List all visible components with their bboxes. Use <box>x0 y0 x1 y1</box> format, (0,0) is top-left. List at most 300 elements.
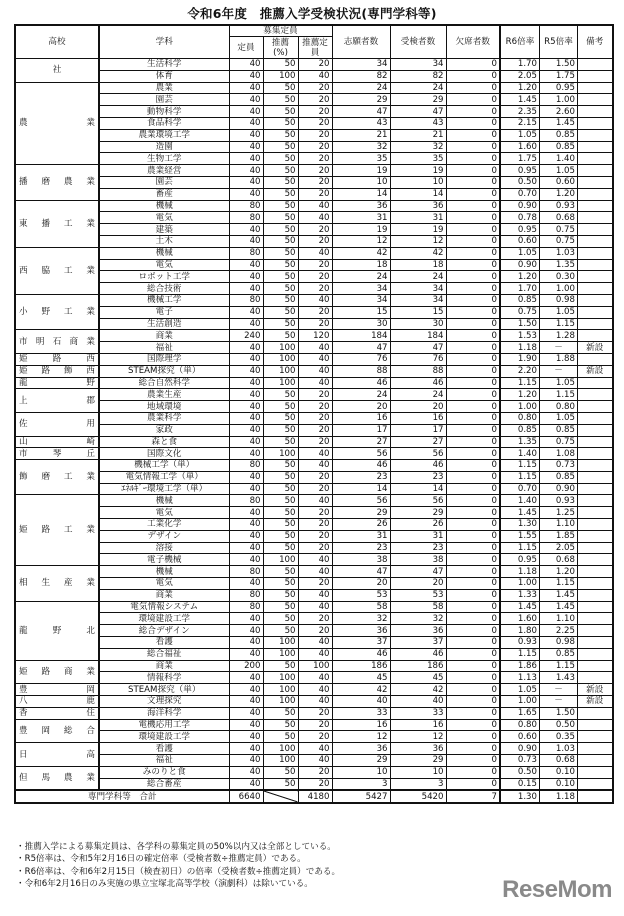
cell-dept: 生活科学 <box>99 59 229 71</box>
cell-applicants: 46 <box>332 377 390 389</box>
cell-capacity: 40 <box>229 613 263 625</box>
cell-examinees: 29 <box>390 755 446 767</box>
cell-absent: 0 <box>446 153 500 165</box>
cell-r6-ratio: 2.15 <box>500 117 540 129</box>
cell-absent: 0 <box>446 106 500 118</box>
cell-recommend-pct: 50 <box>263 200 298 212</box>
cell-recommend-quota: 40 <box>298 601 332 613</box>
table-row <box>15 755 613 767</box>
cell-absent: 0 <box>446 507 500 519</box>
cell-r6-ratio: 0.73 <box>500 755 540 767</box>
cell-absent: 0 <box>446 460 500 472</box>
cell-applicants: 19 <box>332 224 390 236</box>
cell-note <box>578 483 613 495</box>
cell-recommend-pct: 50 <box>263 530 298 542</box>
school-name: 社 <box>15 59 99 83</box>
cell-absent: 0 <box>446 82 500 94</box>
table-row <box>15 377 613 389</box>
cell-r6-ratio: 2.05 <box>500 70 540 82</box>
cell-examinees: 20 <box>390 401 446 413</box>
cell-recommend-quota: 20 <box>298 613 332 625</box>
cell-recommend-quota: 20 <box>298 578 332 590</box>
cell-recommend-pct: 100 <box>263 672 298 684</box>
cell-capacity: 40 <box>229 271 263 283</box>
cell-note <box>578 389 613 401</box>
header-r5-ratio: R5倍率 <box>540 25 578 59</box>
cell-absent: 0 <box>446 424 500 436</box>
cell-dept: 電気情報工学（単） <box>99 471 229 483</box>
cell-r6-ratio: 0.85 <box>500 424 540 436</box>
cell-applicants: 36 <box>332 743 390 755</box>
cell-recommend-pct: 50 <box>263 318 298 330</box>
cell-recommend-quota: 20 <box>298 59 332 71</box>
table-row <box>15 471 613 483</box>
cell-dept: 商業 <box>99 660 229 672</box>
cell-capacity: 40 <box>229 778 263 790</box>
cell-note <box>578 566 613 578</box>
cell-recommend-pct: 100 <box>263 696 298 708</box>
cell-applicants: 21 <box>332 129 390 141</box>
cell-recommend-quota: 20 <box>298 389 332 401</box>
cell-absent: 0 <box>446 342 500 354</box>
cell-note <box>578 625 613 637</box>
table-row <box>15 424 613 436</box>
table-row <box>15 519 613 531</box>
cell-r5-ratio: 0.90 <box>540 483 578 495</box>
cell-r5-ratio: 0.60 <box>540 176 578 188</box>
cell-capacity: 40 <box>229 637 263 649</box>
cell-absent: 0 <box>446 330 500 342</box>
cell-r5-ratio: 0.93 <box>540 495 578 507</box>
cell-applicants: 19 <box>332 165 390 177</box>
cell-dept: 総合自然科学 <box>99 377 229 389</box>
cell-recommend-pct: 100 <box>263 448 298 460</box>
cell-capacity: 40 <box>229 70 263 82</box>
cell-capacity: 40 <box>229 719 263 731</box>
cell-r5-ratio: 0.85 <box>540 471 578 483</box>
cell-recommend-pct: 50 <box>263 188 298 200</box>
cell-r6-ratio: 1.45 <box>500 94 540 106</box>
cell-applicants: 31 <box>332 212 390 224</box>
table-row <box>15 283 613 295</box>
cell-capacity: 80 <box>229 589 263 601</box>
cell-capacity: 40 <box>229 448 263 460</box>
cell-applicants: 43 <box>332 117 390 129</box>
cell-capacity: 40 <box>229 94 263 106</box>
cell-dept: 看護 <box>99 743 229 755</box>
cell-r6-ratio: 0.50 <box>500 766 540 778</box>
cell-r6-ratio: 1.60 <box>500 613 540 625</box>
cell-r5-ratio: 1.88 <box>540 353 578 365</box>
table-row <box>15 660 613 672</box>
cell-recommend-pct: 50 <box>263 224 298 236</box>
cell-r5-ratio: 0.10 <box>540 778 578 790</box>
cell-recommend-quota: 20 <box>298 424 332 436</box>
cell-note <box>578 235 613 247</box>
table-row <box>15 637 613 649</box>
cell-recommend-quota: 20 <box>298 530 332 542</box>
cell-note <box>578 212 613 224</box>
header-note: 備考 <box>578 25 613 59</box>
header-quota-group: 募集定員 <box>229 25 332 37</box>
table-row <box>15 365 613 377</box>
cell-recommend-pct: 50 <box>263 82 298 94</box>
cell-dept: 総合デザイン <box>99 625 229 637</box>
cell-note <box>578 70 613 82</box>
table-row <box>15 589 613 601</box>
cell-examinees: 34 <box>390 294 446 306</box>
cell-absent: 0 <box>446 188 500 200</box>
cell-absent: 0 <box>446 554 500 566</box>
cell-applicants: 56 <box>332 448 390 460</box>
cell-recommend-quota: 20 <box>298 82 332 94</box>
cell-note <box>578 306 613 318</box>
cell-absent: 0 <box>446 377 500 389</box>
cell-r5-ratio: － <box>540 696 578 708</box>
cell-r5-ratio: 0.85 <box>540 424 578 436</box>
cell-dept: 農業 <box>99 82 229 94</box>
cell-r5-ratio: 0.35 <box>540 731 578 743</box>
cell-recommend-quota: 100 <box>298 660 332 672</box>
cell-r5-ratio: 1.03 <box>540 743 578 755</box>
cell-recommend-quota: 20 <box>298 401 332 413</box>
cell-recommend-pct: 50 <box>263 271 298 283</box>
cell-r6-ratio: 2.35 <box>500 106 540 118</box>
table-row <box>15 70 613 82</box>
cell-applicants: 33 <box>332 707 390 719</box>
cell-absent: 0 <box>446 235 500 247</box>
cell-capacity: 40 <box>229 578 263 590</box>
header-absent: 欠席者数 <box>446 25 500 59</box>
footnote: ・令和6年2月16日のみ実施の県立宝塚北高等学校（演劇科）は除いている。 <box>16 879 313 890</box>
cell-dept: 生活創造 <box>99 318 229 330</box>
cell-dept: 国際理学 <box>99 353 229 365</box>
cell-recommend-quota: 120 <box>298 330 332 342</box>
cell-dept: 土木 <box>99 235 229 247</box>
cell-r5-ratio: 1.15 <box>540 318 578 330</box>
cell-r5-ratio: 0.85 <box>540 648 578 660</box>
cell-r5-ratio: － <box>540 684 578 696</box>
admission-table <box>14 24 614 804</box>
cell-recommend-pct: 50 <box>263 59 298 71</box>
cell-r5-ratio: 0.10 <box>540 766 578 778</box>
cell-absent: 0 <box>446 353 500 365</box>
cell-r6-ratio: 1.70 <box>500 59 540 71</box>
cell-recommend-quota: 20 <box>298 94 332 106</box>
header-r6-ratio: R6倍率 <box>500 25 540 59</box>
cell-note <box>578 412 613 424</box>
table-row <box>15 235 613 247</box>
cell-applicants: 36 <box>332 625 390 637</box>
cell-recommend-quota: 40 <box>298 589 332 601</box>
cell-r6-ratio: 1.40 <box>500 495 540 507</box>
cell-r5-ratio: 1.05 <box>540 306 578 318</box>
cell-r5-ratio: 1.45 <box>540 601 578 613</box>
cell-r6-ratio: 0.90 <box>500 200 540 212</box>
cell-dept: 商業 <box>99 589 229 601</box>
cell-examinees: 88 <box>390 365 446 377</box>
cell-applicants: 23 <box>332 542 390 554</box>
cell-recommend-pct: 50 <box>263 542 298 554</box>
cell-dept: 農業経営 <box>99 165 229 177</box>
cell-r6-ratio: 1.20 <box>500 389 540 401</box>
table-row <box>15 530 613 542</box>
cell-note: 新設 <box>578 684 613 696</box>
cell-capacity: 40 <box>229 530 263 542</box>
cell-examinees: 46 <box>390 377 446 389</box>
cell-r6-ratio: 1.33 <box>500 589 540 601</box>
cell-applicants: 53 <box>332 589 390 601</box>
cell-r6-ratio: 0.85 <box>500 294 540 306</box>
cell-absent: 0 <box>446 719 500 731</box>
cell-absent: 0 <box>446 660 500 672</box>
cell-absent: 0 <box>446 436 500 448</box>
cell-recommend-quota: 20 <box>298 271 332 283</box>
cell-r5-ratio: 0.75 <box>540 235 578 247</box>
cell-capacity: 40 <box>229 153 263 165</box>
cell-examinees: 19 <box>390 224 446 236</box>
cell-r6-ratio: 0.80 <box>500 719 540 731</box>
cell-r6-ratio: 1.05 <box>500 684 540 696</box>
cell-recommend-quota: 20 <box>298 507 332 519</box>
table-row <box>15 106 613 118</box>
footnote: ・R5倍率は、令和5年2月16日の確定倍率（受検者数÷推薦定員）である。 <box>16 854 306 865</box>
cell-r6-ratio: 1.15 <box>500 377 540 389</box>
cell-dept: みのりと食 <box>99 766 229 778</box>
cell-recommend-quota: 20 <box>298 188 332 200</box>
cell-absent: 0 <box>446 471 500 483</box>
cell-absent: 0 <box>446 778 500 790</box>
cell-examinees: 45 <box>390 672 446 684</box>
table-row <box>15 743 613 755</box>
table-row <box>15 389 613 401</box>
cell-capacity: 40 <box>229 672 263 684</box>
school-name: 日高 <box>15 743 99 767</box>
table-row <box>15 165 613 177</box>
cell-absent: 0 <box>446 306 500 318</box>
cell-note <box>578 129 613 141</box>
cell-examinees: 17 <box>390 424 446 436</box>
cell-absent: 0 <box>446 412 500 424</box>
school-name: 八鹿 <box>15 696 99 708</box>
table-row <box>15 578 613 590</box>
cell-recommend-quota: 20 <box>298 117 332 129</box>
cell-r6-ratio: 1.70 <box>500 283 540 295</box>
cell-note: 新設 <box>578 696 613 708</box>
cell-note <box>578 530 613 542</box>
cell-absent: 0 <box>446 731 500 743</box>
cell-examinees: 23 <box>390 471 446 483</box>
cell-r5-ratio: 1.45 <box>540 589 578 601</box>
cell-applicants: 45 <box>332 672 390 684</box>
cell-examinees: 34 <box>390 59 446 71</box>
cell-absent: 0 <box>446 743 500 755</box>
cell-recommend-quota: 20 <box>298 106 332 118</box>
total-recommend-quota: 4180 <box>298 790 332 803</box>
cell-recommend-quota: 20 <box>298 259 332 271</box>
cell-absent: 0 <box>446 566 500 578</box>
cell-examinees: 14 <box>390 483 446 495</box>
cell-applicants: 38 <box>332 554 390 566</box>
cell-examinees: 37 <box>390 637 446 649</box>
footnote: ・推薦入学による募集定員は、各学科の募集定員の50%以内又は全部としている。 <box>16 842 336 852</box>
cell-note <box>578 648 613 660</box>
table-row <box>15 448 613 460</box>
cell-r5-ratio: 0.95 <box>540 82 578 94</box>
cell-capacity: 40 <box>229 519 263 531</box>
cell-dept: 海洋科学 <box>99 707 229 719</box>
cell-recommend-quota: 40 <box>298 495 332 507</box>
cell-r6-ratio: 0.80 <box>500 412 540 424</box>
cell-r5-ratio: 1.25 <box>540 507 578 519</box>
table-row <box>15 778 613 790</box>
cell-recommend-quota: 20 <box>298 719 332 731</box>
cell-note <box>578 165 613 177</box>
table-row <box>15 412 613 424</box>
cell-note <box>578 601 613 613</box>
cell-examinees: 36 <box>390 743 446 755</box>
cell-r6-ratio: 1.18 <box>500 342 540 354</box>
cell-dept: 溶接 <box>99 542 229 554</box>
cell-recommend-pct: 100 <box>263 365 298 377</box>
cell-absent: 0 <box>446 542 500 554</box>
cell-r6-ratio: 1.75 <box>500 153 540 165</box>
cell-capacity: 200 <box>229 660 263 672</box>
cell-examinees: 186 <box>390 660 446 672</box>
cell-applicants: 88 <box>332 365 390 377</box>
table-row <box>15 59 613 71</box>
cell-recommend-quota: 20 <box>298 436 332 448</box>
school-name: 豊岡総合 <box>15 719 99 743</box>
cell-applicants: 47 <box>332 106 390 118</box>
cell-recommend-quota: 40 <box>298 377 332 389</box>
school-name: 姫路飾西 <box>15 365 99 377</box>
table-row <box>15 117 613 129</box>
cell-absent: 0 <box>446 389 500 401</box>
cell-dept: 造園 <box>99 141 229 153</box>
cell-applicants: 14 <box>332 188 390 200</box>
cell-recommend-pct: 50 <box>263 401 298 413</box>
cell-capacity: 40 <box>229 365 263 377</box>
cell-capacity: 40 <box>229 412 263 424</box>
cell-note <box>578 188 613 200</box>
school-name: 市明石商業 <box>15 330 99 354</box>
cell-dept: 電気 <box>99 212 229 224</box>
cell-note <box>578 401 613 413</box>
cell-recommend-pct: 100 <box>263 755 298 767</box>
cell-r5-ratio: 2.25 <box>540 625 578 637</box>
cell-note <box>578 743 613 755</box>
cell-examinees: 184 <box>390 330 446 342</box>
cell-note <box>578 578 613 590</box>
cell-r5-ratio: 1.35 <box>540 259 578 271</box>
cell-recommend-quota: 40 <box>298 755 332 767</box>
cell-note <box>578 94 613 106</box>
cell-capacity: 80 <box>229 495 263 507</box>
cell-recommend-pct: 50 <box>263 613 298 625</box>
cell-r6-ratio: 1.55 <box>500 530 540 542</box>
cell-dept: 機械 <box>99 566 229 578</box>
cell-note <box>578 471 613 483</box>
cell-r5-ratio: 1.05 <box>540 165 578 177</box>
cell-capacity: 40 <box>229 696 263 708</box>
school-name: 香住 <box>15 707 99 719</box>
cell-r6-ratio: 1.65 <box>500 707 540 719</box>
cell-examinees: 16 <box>390 412 446 424</box>
cell-absent: 0 <box>446 212 500 224</box>
cell-examinees: 24 <box>390 82 446 94</box>
cell-absent: 0 <box>446 129 500 141</box>
cell-absent: 0 <box>446 495 500 507</box>
cell-r6-ratio: 0.95 <box>500 554 540 566</box>
cell-dept: 情報科学 <box>99 672 229 684</box>
cell-recommend-pct: 100 <box>263 743 298 755</box>
table-row <box>15 719 613 731</box>
table-row <box>15 613 613 625</box>
cell-r6-ratio: 1.45 <box>500 507 540 519</box>
cell-recommend-quota: 40 <box>298 353 332 365</box>
cell-capacity: 80 <box>229 247 263 259</box>
cell-recommend-quota: 40 <box>298 696 332 708</box>
cell-recommend-quota: 20 <box>298 165 332 177</box>
cell-r5-ratio: 0.85 <box>540 129 578 141</box>
cell-applicants: 47 <box>332 566 390 578</box>
cell-capacity: 40 <box>229 377 263 389</box>
cell-dept: 園芸 <box>99 176 229 188</box>
cell-recommend-pct: 50 <box>263 176 298 188</box>
cell-r6-ratio: 1.15 <box>500 471 540 483</box>
cell-note <box>578 283 613 295</box>
cell-recommend-quota: 20 <box>298 318 332 330</box>
header-applicants: 志願者数 <box>332 25 390 59</box>
cell-recommend-quota: 40 <box>298 365 332 377</box>
cell-r5-ratio: 1.00 <box>540 283 578 295</box>
table-row <box>15 684 613 696</box>
cell-applicants: 34 <box>332 283 390 295</box>
cell-capacity: 40 <box>229 176 263 188</box>
cell-applicants: 42 <box>332 684 390 696</box>
total-label: 専門学科等 合計 <box>15 790 229 803</box>
cell-absent: 0 <box>446 483 500 495</box>
cell-r6-ratio: 1.18 <box>500 566 540 578</box>
cell-r5-ratio: 1.08 <box>540 448 578 460</box>
cell-dept: STEAM探究（単） <box>99 684 229 696</box>
cell-dept: 食品科学 <box>99 117 229 129</box>
cell-note <box>578 153 613 165</box>
cell-applicants: 10 <box>332 176 390 188</box>
cell-applicants: 37 <box>332 637 390 649</box>
cell-capacity: 240 <box>229 330 263 342</box>
table-row <box>15 129 613 141</box>
cell-dept: 総合畜産 <box>99 778 229 790</box>
cell-capacity: 80 <box>229 294 263 306</box>
cell-note <box>578 637 613 649</box>
cell-absent: 0 <box>446 59 500 71</box>
table-row <box>15 766 613 778</box>
cell-r6-ratio: 0.15 <box>500 778 540 790</box>
cell-capacity: 40 <box>229 318 263 330</box>
cell-r5-ratio: 0.85 <box>540 141 578 153</box>
cell-applicants: 24 <box>332 271 390 283</box>
table-row <box>15 707 613 719</box>
cell-r6-ratio: 1.45 <box>500 601 540 613</box>
cell-absent: 0 <box>446 613 500 625</box>
cell-dept: 国際文化 <box>99 448 229 460</box>
cell-capacity: 40 <box>229 188 263 200</box>
cell-applicants: 12 <box>332 235 390 247</box>
cell-r6-ratio: 1.00 <box>500 401 540 413</box>
table-row <box>15 224 613 236</box>
